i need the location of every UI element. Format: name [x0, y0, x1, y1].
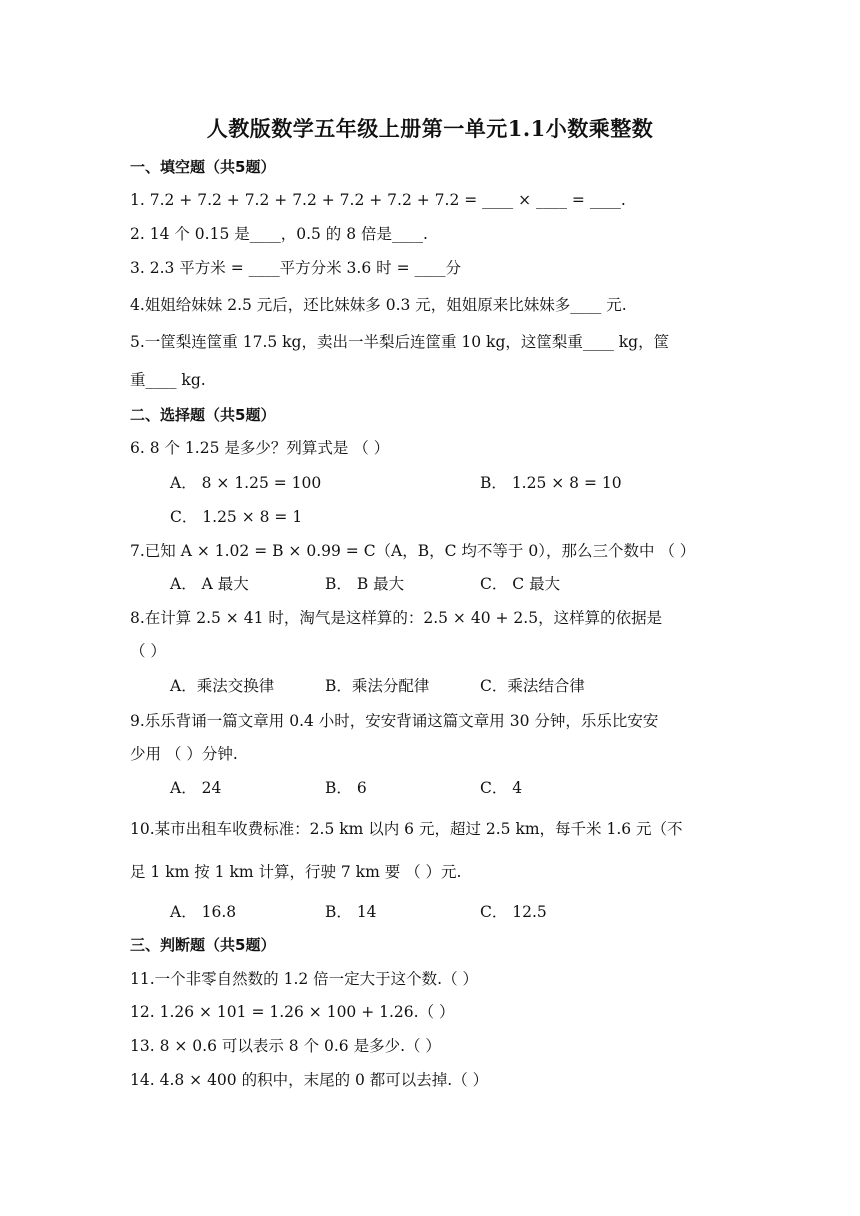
- question-8-line-1: 8.在计算 2.5 × 41 时，淘气是这样算的：2.5 × 40 + 2.5，这样算的依据是: [130, 609, 663, 627]
- question-1: 1. 7.2 + 7.2 + 7.2 + 7.2 + 7.2 + 7.2 + 7.2 = ____ × ____ = ____.: [130, 191, 626, 209]
- question-12: 12. 1.26 × 101 = 1.26 × 100 + 1.26.（ ）: [130, 1003, 455, 1021]
- question-7: 7.已知 A × 1.02 = B × 0.99 = C（A，B，C 均不等于 0），那么三个数中 （ ）: [130, 542, 696, 560]
- question-6: 6. 8 个 1.25 是多少？列算式是 （ ）: [130, 439, 390, 457]
- section-multiple-choice: 二、选择题（共5题）: [130, 406, 276, 424]
- question-14: 14. 4.8 × 400 的积中，末尾的 0 都可以去掉.（ ）: [130, 1071, 489, 1089]
- section-fill-blank: 一、填空题（共5题）: [130, 158, 276, 176]
- question-7-option-b: B． B 最大: [325, 575, 405, 593]
- question-4: 4.姐姐给妹妹 2.5 元后，还比妹妹多 0.3 元，姐姐原来比妹妹多____ 元.: [130, 296, 627, 314]
- section-true-false: 三、判断题（共5题）: [130, 936, 276, 954]
- question-6-option-a: A． 8 × 1.25 = 100: [170, 474, 322, 492]
- question-10-option-a: A． 16.8: [170, 903, 237, 921]
- question-9-option-c: C． 4: [480, 779, 523, 797]
- question-10-option-c: C． 12.5: [480, 903, 547, 921]
- question-6-option-b: B． 1.25 × 8 = 10: [480, 474, 622, 492]
- question-3: 3. 2.3 平方米 = ____平方分米 3.6 时 = ____分: [130, 259, 461, 277]
- question-10-option-b: B． 14: [325, 903, 377, 921]
- question-8-option-a: A．乘法交换律: [170, 677, 275, 695]
- question-9-line-2: 少用 （ ）分钟.: [130, 745, 238, 763]
- question-9-option-a: A． 24: [170, 779, 222, 797]
- question-8-option-c: C．乘法结合律: [480, 677, 585, 695]
- question-10-line-1: 10.某市出租车收费标准：2.5 km 以内 6 元，超过 2.5 km，每千米 1.6 元（不: [130, 820, 683, 838]
- question-8-option-b: B．乘法分配律: [325, 677, 430, 695]
- question-11: 11.一个非零自然数的 1.2 倍一定大于这个数.（ ）: [130, 970, 479, 988]
- question-8-line-2: （ ）: [130, 642, 166, 660]
- question-7-option-c: C． C 最大: [480, 575, 561, 593]
- page-title: 人教版数学五年级上册第一单元1.1小数乘整数: [206, 116, 654, 141]
- question-10-line-2: 足 1 km 按 1 km 计算，行驶 7 km 要 （ ）元.: [130, 863, 462, 881]
- question-13: 13. 8 × 0.6 可以表示 8 个 0.6 是多少.（ ）: [130, 1037, 441, 1055]
- question-2: 2. 14 个 0.15 是____，0.5 的 8 倍是____.: [130, 225, 428, 243]
- question-9-line-1: 9.乐乐背诵一篇文章用 0.4 小时，安安背诵这篇文章用 30 分钟，乐乐比安安: [130, 712, 659, 730]
- question-9-option-b: B． 6: [325, 779, 367, 797]
- question-5-line-1: 5.一筐梨连筐重 17.5 kg，卖出一半梨后连筐重 10 kg，这筐梨重____ kg，筐: [130, 333, 670, 351]
- question-7-option-a: A． A 最大: [170, 575, 249, 593]
- question-5-line-2: 重____ kg.: [130, 371, 206, 389]
- question-6-option-c: C． 1.25 × 8 = 1: [170, 508, 303, 526]
